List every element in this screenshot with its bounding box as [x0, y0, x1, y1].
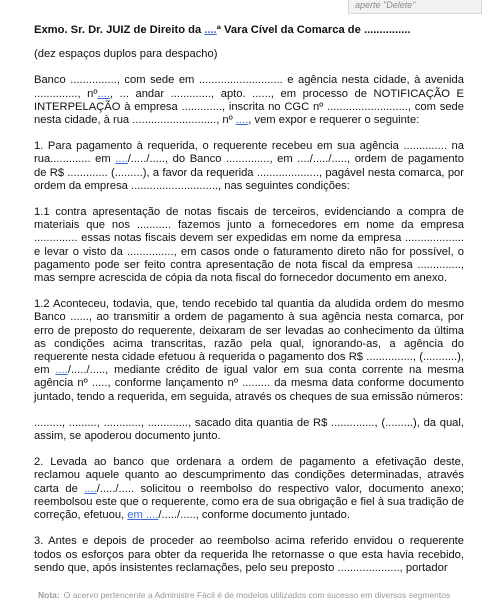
text-run: 3. Antes e depois de proceder ao reembolso acima referido envidou o requerente todos os esforços para obter da requerida lhe retornasse o que esta havia recebido, sendo que, após insistentes reclamações, pelo seu preposto ...................., portador: [34, 535, 464, 574]
text-run: 2. Levada ao banco que ordenara a ordem de pagamento a efetivação deste, reclamou aquele quanto ao descumprimento das condições determinadas, através carta de: [34, 456, 464, 495]
paragraph-intro: [34, 74, 464, 127]
dispatch-note: (dez espaços duplos para despacho): [34, 48, 218, 61]
heading-blank[interactable]: ....: [204, 24, 217, 36]
text-run: , ... andar ............., apto. ......, em processo de NOTIFICAÇÃO E INTERPELAÇÃO à empresa ............., inscrita no CGC nº .........................., com sede nesta cidade, à rua ..........................., nº: [34, 87, 465, 127]
fill-blank[interactable]: ....: [84, 482, 97, 495]
text-run: Banco ..............., com sede em ........................... e agência nesta cidade, à avenida .............., nº: [34, 74, 464, 100]
fill-blank[interactable]: ....: [97, 87, 110, 100]
paragraph-cheques: [34, 417, 464, 443]
text-run: /...../....., conforme documento juntado.: [158, 509, 350, 522]
text-run: /...../....., do Banco .............., em ..../...../....., ordem de pagamento de R$ ............. (.........), a favor da requerida ...................., pagável nesta comarca, por ordem da empresa ............................, nas seguintes condições:: [34, 153, 464, 192]
delete-hint-note: aperte "Delete": [348, 0, 482, 14]
text-run: ........., ........., ............, ............., sacado dita quantia de R$ .............., (.........), da qual, assim, se apoderou documento junto.: [34, 416, 464, 443]
document-body: [34, 24, 464, 588]
footer-label: Nota:: [38, 590, 60, 600]
paragraph-1-1: [34, 206, 464, 285]
heading-prefix: Exmo. Sr. Dr. JUIZ de Direito da: [34, 24, 205, 36]
fill-blank[interactable]: ....: [235, 114, 249, 127]
footer-note: [38, 590, 500, 600]
paragraph-2: [34, 456, 464, 522]
text-run: 1.2 Aconteceu, todavia, que, tendo recebido tal quantia da aludida ordem do mesmo Banco ......, ao transmitir a ordem de pagamento à sua agência nesta comarca, por erro de preposto do requerente, deixaram de ser levadas ao conhecimento da última as condições acima transcritas, razão pela qual, ignorando-as, a agência do requerente nesta cidade efetuou à requerida o pagamento dos R$ ..............., (...........), em: [34, 298, 464, 377]
heading-suffix: ª Vara Cível da Comarca de ...............: [216, 24, 411, 36]
text-run: /...../....., mediante crédito de igual valor em sua conta corrente na mesma agência nº ....., conforme lançamento nº ......... da mesma data conforme documento juntado, tendo a requerida, em seguida, através os cheques de sua emissão números:: [34, 364, 464, 403]
paragraph-3: [34, 535, 464, 575]
document-heading: [34, 24, 464, 37]
text-run: 1.1 contra apresentação de notas fiscais de terceiros, evidenciando a compra de materiais que nos ........... fazemos junto a fornecedores em nome da empresa .............. essas notas fiscais devem ser expedidas em nome da empresa ................... e levar o visto da ..............., em casos onde o faturamento direto não for possível, o pagamento pode ser feito contra apresentação de nota fiscal da empresa .............., mas sempre acrescida de cópia da nota fiscal do fornecedor documento em anexo.: [34, 206, 464, 285]
fill-blank[interactable]: em ....: [127, 509, 159, 522]
text-run: /...../..... solicitou o reembolso do respectivo valor, documento anexo; reembolsou este que o requerente, como era de sua obrigação e fiel à sua tradição de correção, efetuou,: [34, 482, 464, 522]
footer-text: O acervo pertencente a Administre Fácil é de modelos utilizados com sucesso em diversos segmentos: [63, 590, 451, 600]
fill-blank[interactable]: ....: [115, 153, 128, 166]
fill-blank[interactable]: ....: [55, 364, 68, 377]
paragraph-1-2: [34, 298, 464, 404]
text-run: 1. Para pagamento à requerida, o requerente recebeu em sua agência .............. na rua............. em: [34, 140, 464, 166]
paragraph-1: [34, 140, 464, 193]
text-run: , vem expor e requerer o seguinte:: [248, 114, 420, 127]
